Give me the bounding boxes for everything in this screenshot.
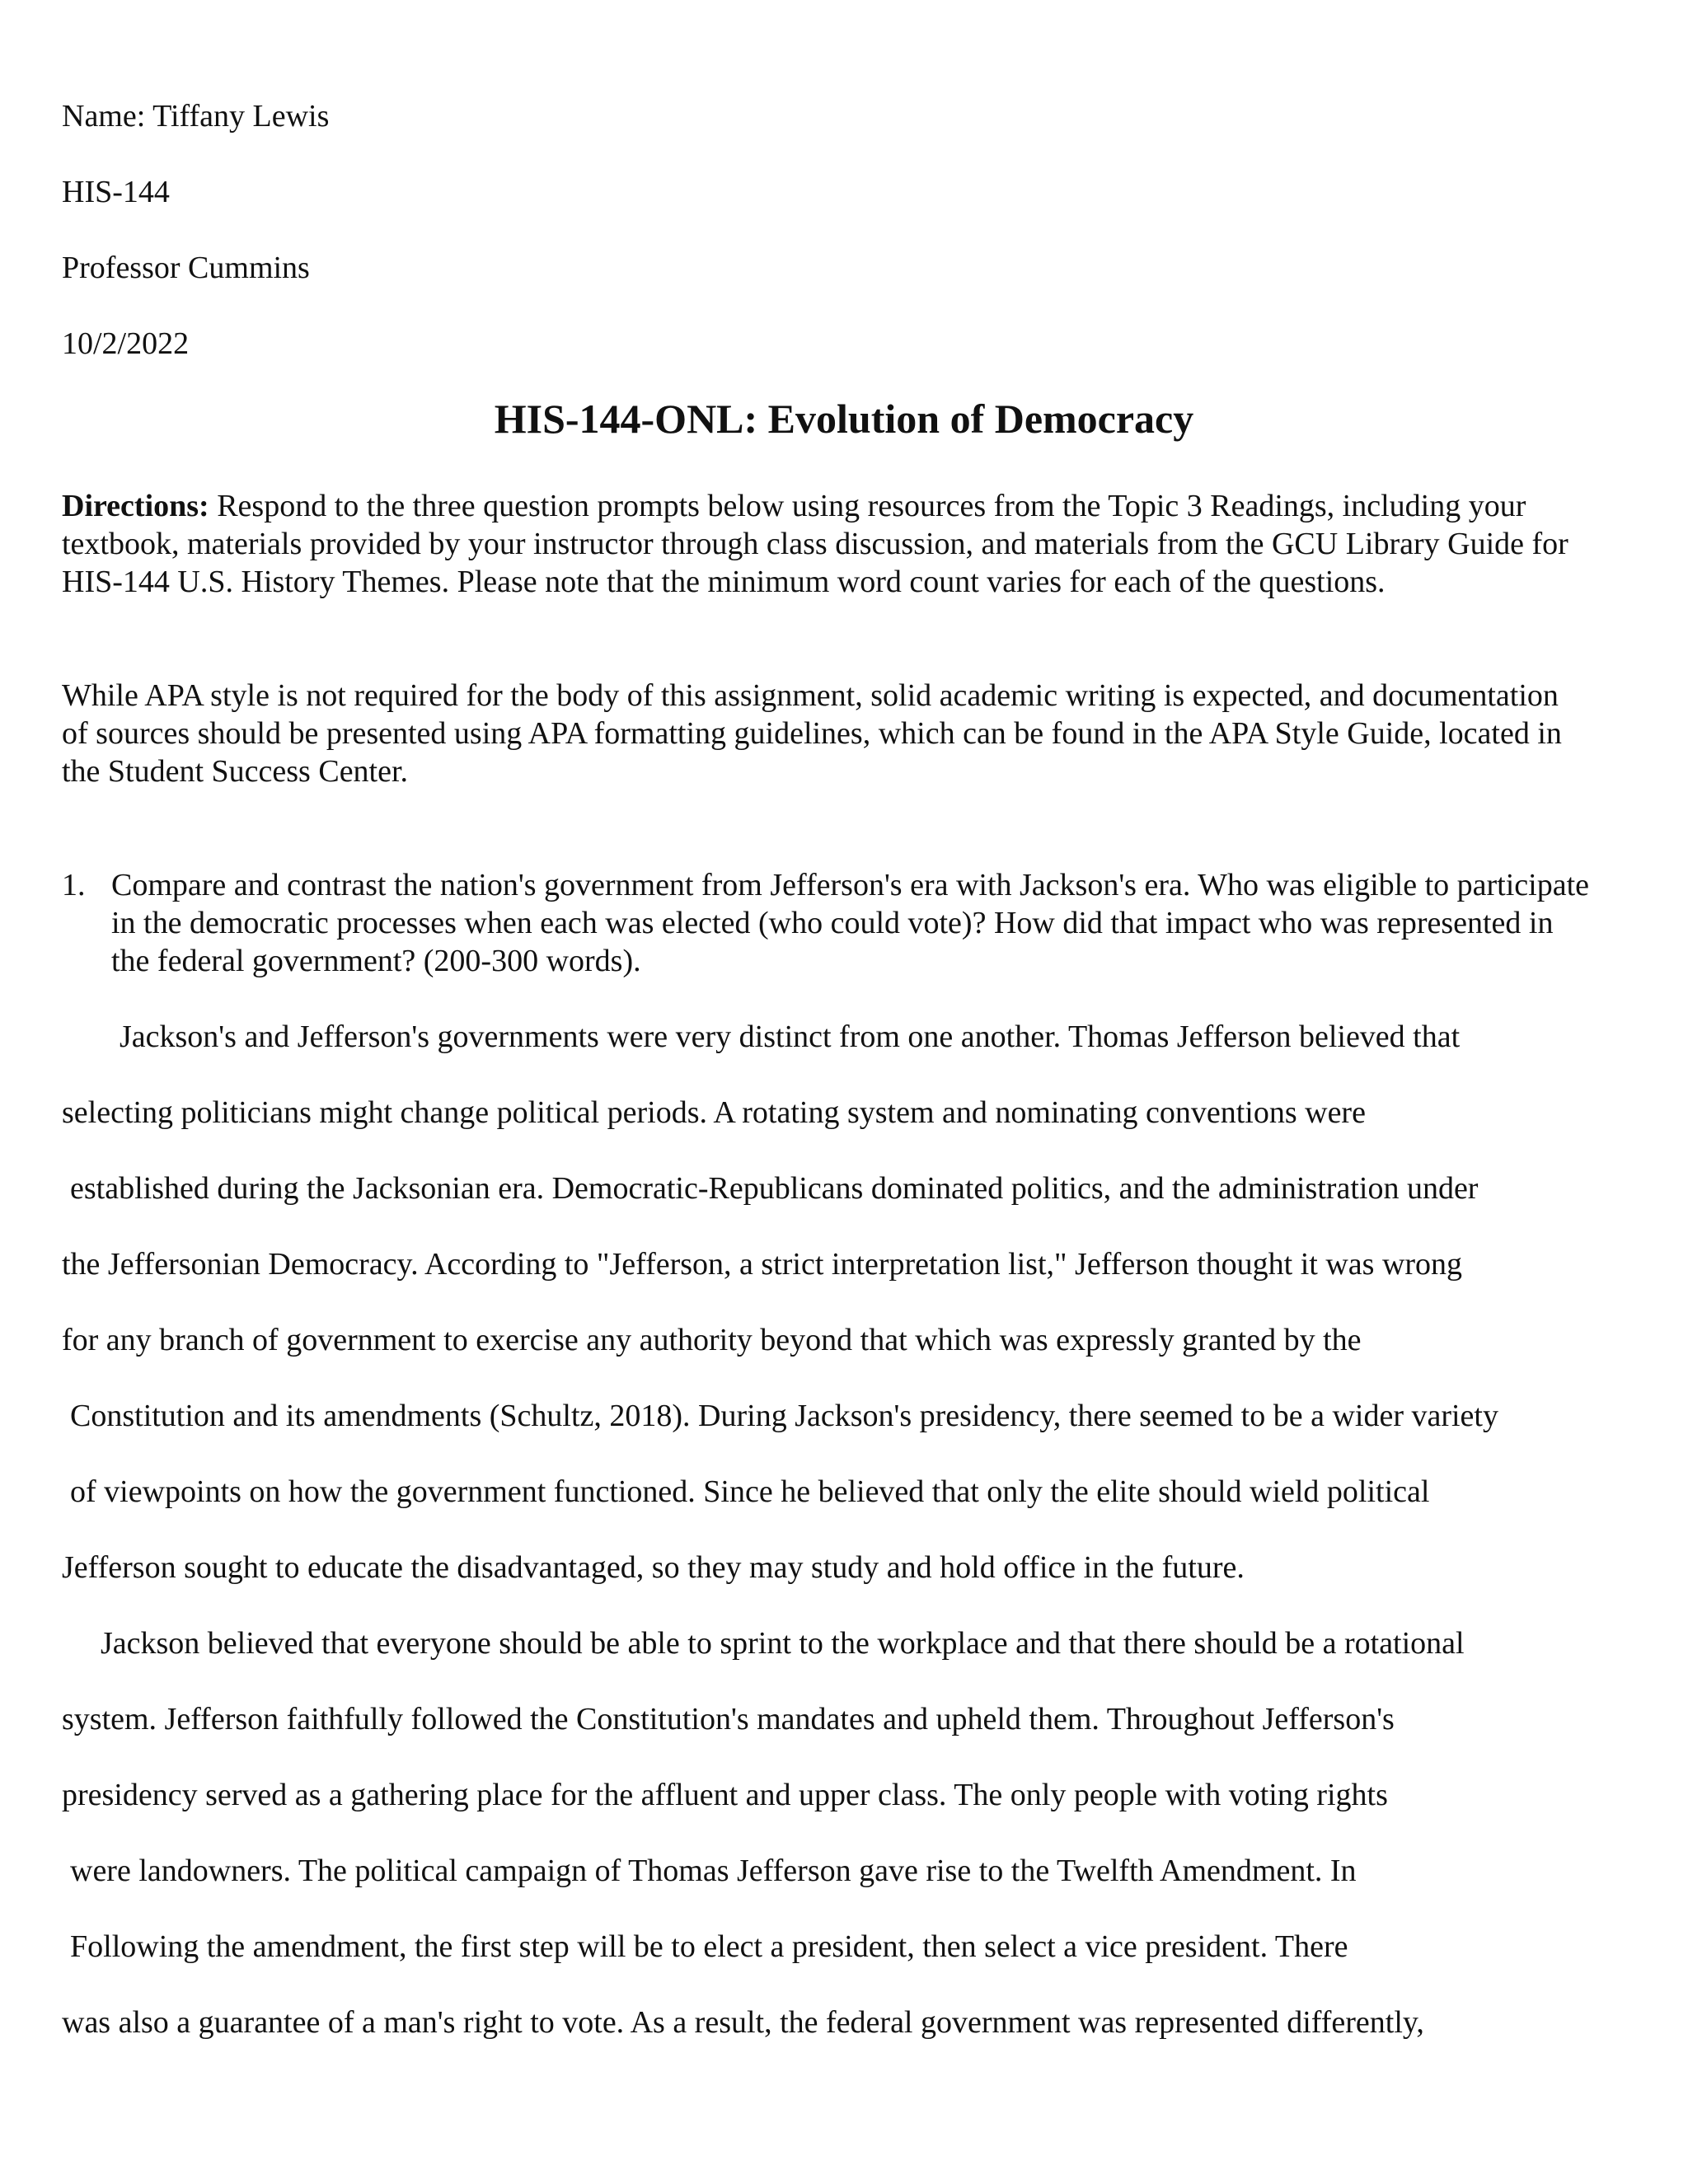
answer-line: the Jeffersonian Democracy. According to "Jefferson, a strict interpretation list," Jefferson thought it was wrong [62,1247,1463,1282]
submission-date: 10/2/2022 [62,326,190,361]
professor-name: Professor Cummins [62,251,310,285]
answer-line: Constitution and its amendments (Schultz, 2018). During Jackson's presidency, there seemed to be a wider variety [70,1399,1498,1433]
answer-line: Following the amendment, the first step will be to elect a president, then select a vice president. There [70,1929,1348,1964]
question-number: 1. [62,868,86,902]
answer-line: were landowners. The political campaign of Thomas Jefferson gave rise to the Twelfth Amendment. In [70,1854,1357,1888]
answer-line: established during the Jacksonian era. Democratic-Republicans dominated politics, and the administration under [70,1171,1479,1206]
directions-label: Directions: [62,489,209,523]
course-code: HIS-144 [62,175,170,209]
answer-line: was also a guarantee of a man's right to vote. As a result, the federal government was represented differently, [62,2005,1424,2040]
apa-note-paragraph: While APA style is not required for the body of this assignment, solid academic writing is expected, and documentation of sources should be presented using APA formatting guidelines, which can be found in the APA Style Guide, located in the Student Success Center. [62,678,1562,789]
answer-line: Jefferson sought to educate the disadvantaged, so they may study and hold office in the future. [62,1550,1245,1585]
answer-line: of viewpoints on how the government functioned. Since he believed that only the elite should wield political [70,1474,1430,1509]
student-name: Name: Tiffany Lewis [62,99,330,134]
directions-text: Respond to the three question prompts below using resources from the Topic 3 Readings, including your textbook, materials provided by your instructor through class discussion, and materials from the GCU Library Guide for HIS-144 U.S. History Themes. Please note that the minimum word count varies for each of the questions. [62,489,1568,599]
answer-line: Jackson's and Jefferson's governments were very distinct from one another. Thomas Jefferson believed that [120,1019,1461,1054]
answer-line: Jackson believed that everyone should be able to sprint to the workplace and that there should be a rotational [101,1626,1465,1661]
answer-line: system. Jefferson faithfully followed the Constitution's mandates and upheld them. Throughout Jefferson's [62,1702,1395,1736]
question-prompt: Compare and contrast the nation's government from Jefferson's era with Jackson's era. Who was eligible to participate in the democratic processes when each was elected (who could vote)? How did that impact who was represented in the federal government? (200-300 words). [111,868,1589,978]
directions-paragraph [62,487,1587,601]
answer-line: for any branch of government to exercise any authority beyond that which was expressly granted by the [62,1323,1362,1357]
answer-line: selecting politicians might change political periods. A rotating system and nominating conventions were [62,1095,1366,1130]
document-title: HIS-144-ONL: Evolution of Democracy [494,396,1194,442]
answer-line: presidency served as a gathering place for the affluent and upper class. The only people with voting rights [62,1778,1388,1812]
